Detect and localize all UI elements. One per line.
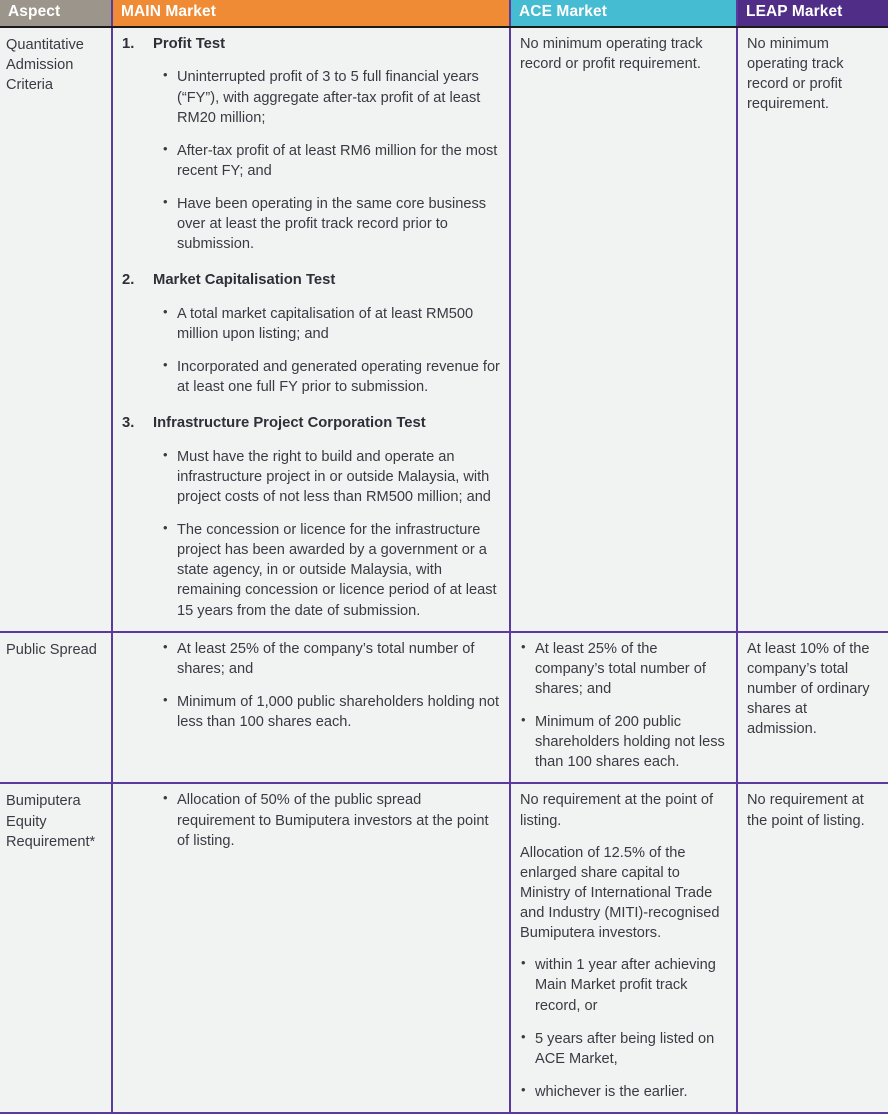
leap-market-cell <box>737 632 888 784</box>
list-item: • Incorporated and generated operating revenue for at least one full FY prior to submission. <box>162 357 500 397</box>
paragraph: No minimum operating track record or profit requirement. <box>747 36 844 113</box>
bullet-list <box>520 639 727 773</box>
criteria-number: 2. <box>122 272 135 289</box>
criteria-block <box>122 270 500 397</box>
table-header-row <box>0 0 888 27</box>
leap-market-cell <box>737 27 888 632</box>
criteria-bullet-list <box>122 304 500 398</box>
criteria-bullet-list <box>122 447 500 621</box>
aspect-cell <box>0 783 112 1113</box>
list-item: • Minimum of 200 public shareholders holding not less than 100 shares each. <box>520 712 727 772</box>
list-item: • Minimum of 1,000 public shareholders holding not less than 100 shares each. <box>162 692 500 732</box>
paragraph: No requirement at the point of listing. <box>520 792 714 829</box>
main-market-cell <box>112 632 510 784</box>
main-market-cell <box>112 783 510 1113</box>
paragraph: Allocation of 12.5% of the enlarged share capital to Ministry of International Trade and Industry (MITI)-recognised Bumiputera investors. <box>520 844 720 942</box>
table-row <box>0 27 888 632</box>
list-item: • whichever is the earlier. <box>520 1082 727 1102</box>
column-header-ace-market: ACE Market <box>510 0 737 27</box>
ace-market-cell <box>510 632 737 784</box>
paragraph: No minimum operating track record or profit requirement. <box>520 36 703 73</box>
criteria-number: 1. <box>122 36 135 52</box>
criteria-heading <box>122 270 500 290</box>
criteria-block <box>122 34 500 254</box>
list-item: • After-tax profit of at least RM6 million for the most recent FY; and <box>162 141 500 181</box>
column-header-main-market: MAIN Market <box>112 0 510 27</box>
aspect-label: Quantitative Admission Criteria <box>6 37 84 94</box>
ace-market-cell <box>510 783 737 1113</box>
criteria-title: Infrastructure Project Corporation Test <box>153 415 426 432</box>
criteria-bullet-list <box>122 67 500 254</box>
list-item: • At least 25% of the company’s total number of shares; and <box>162 639 500 679</box>
bullet-list <box>122 790 500 850</box>
paragraph: At least 10% of the company’s total number of ordinary shares at admission. <box>747 640 870 738</box>
aspect-label: Public Spread <box>6 641 97 658</box>
criteria-block <box>122 413 500 620</box>
aspect-cell <box>0 632 112 784</box>
list-item: • Allocation of 50% of the public spread requirement to Bumiputera investors at the point of listing. <box>162 790 500 850</box>
list-item: • within 1 year after achieving Main Market profit track record, or <box>520 955 727 1015</box>
column-header-aspect: Aspect <box>0 0 112 27</box>
table-row <box>0 783 888 1113</box>
list-item: • A total market capitalisation of at least RM500 million upon listing; and <box>162 304 500 344</box>
paragraph: No requirement at the point of listing. <box>747 792 865 829</box>
criteria-title: Market Capitalisation Test <box>153 272 336 289</box>
criteria-heading <box>122 413 500 433</box>
criteria-number: 3. <box>122 415 135 432</box>
criteria-title: Profit Test <box>153 36 226 52</box>
column-header-leap-market: LEAP Market <box>737 0 888 27</box>
aspect-label: Bumiputera Equity Requirement* <box>6 793 96 850</box>
ace-market-cell <box>510 27 737 632</box>
criteria-heading <box>122 34 500 54</box>
table-row <box>0 632 888 784</box>
list-item: • Uninterrupted profit of 3 to 5 full financial years (“FY”), with aggregate after-tax profit of at least RM20 million; <box>162 67 500 127</box>
list-item: • At least 25% of the company’s total number of shares; and <box>520 639 727 699</box>
list-item: • The concession or licence for the infrastructure project has been awarded by a government or a state agency, in or outside Malaysia, with remaining concession or licence period of at least 15 years from the date of submission. <box>162 520 500 621</box>
list-item: • Must have the right to build and operate an infrastructure project in or outside Malaysia, with project costs of not less than RM500 million; and <box>162 447 500 507</box>
leap-market-cell <box>737 783 888 1113</box>
main-market-cell <box>112 27 510 632</box>
bullet-list <box>520 955 727 1102</box>
aspect-cell <box>0 27 112 632</box>
list-item: • Have been operating in the same core business over at least the profit track record prior to submission. <box>162 194 500 254</box>
list-item: • 5 years after being listed on ACE Market, <box>520 1029 727 1069</box>
bullet-list <box>122 639 500 733</box>
